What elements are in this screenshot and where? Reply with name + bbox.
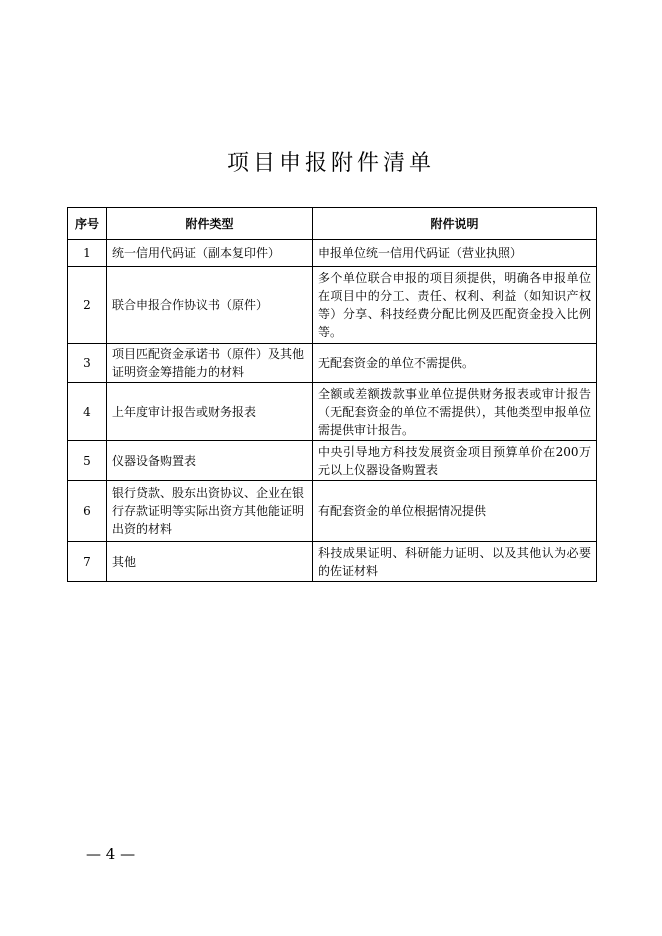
page-title: 项目申报附件清单 [226,151,435,176]
table-row [68,383,597,441]
row-number: 7 [68,542,107,582]
row-type: 银行贷款、股东出资协议、企业在银行存款证明等实际出资方其他能证明出资的材料 [107,481,313,542]
row-type: 统一信用代码证（副本复印件） [107,240,313,267]
header-desc: 附件说明 [313,208,597,240]
header-seq: 序号 [68,208,107,240]
table-row [68,240,597,267]
row-number: 6 [68,481,107,542]
table-row [68,542,597,582]
row-type: 仪器设备购置表 [107,441,313,481]
row-desc: 有配套资金的单位根据情况提供 [313,481,597,542]
row-desc: 多个单位联合申报的项目须提供，明确各申报单位在项目中的分工、责任、权利、利益（如知识产权等）分享、科技经费分配比例及匹配资金投入比例等。 [313,267,597,344]
row-type: 联合申报合作协议书（原件） [107,267,313,344]
row-number: 5 [68,441,107,481]
table-row [68,441,597,481]
row-desc: 中央引导地方科技发展资金项目预算单价在200万元以上仪器设备购置表 [313,441,597,481]
row-number: 3 [68,344,107,383]
table-header-row [68,208,597,240]
row-desc: 全额或差额拨款事业单位提供财务报表或审计报告（无配套资金的单位不需提供），其他类型申报单位需提供审计报告。 [313,383,597,441]
page-number: — 4 — [86,845,136,863]
row-type: 上年度审计报告或财务报表 [107,383,313,441]
table-row [68,267,597,344]
attachment-table [67,207,597,582]
row-type: 其他 [107,542,313,582]
row-type: 项目匹配资金承诺书（原件）及其他证明资金筹措能力的材料 [107,344,313,383]
header-type: 附件类型 [107,208,313,240]
table-row [68,481,597,542]
row-desc: 科技成果证明、科研能力证明、以及其他认为必要的佐证材料 [313,542,597,582]
row-number: 4 [68,383,107,441]
table-row [68,344,597,383]
row-desc: 无配套资金的单位不需提供。 [313,344,597,383]
row-number: 1 [68,240,107,267]
row-desc: 申报单位统一信用代码证（营业执照） [313,240,597,267]
row-number: 2 [68,267,107,344]
